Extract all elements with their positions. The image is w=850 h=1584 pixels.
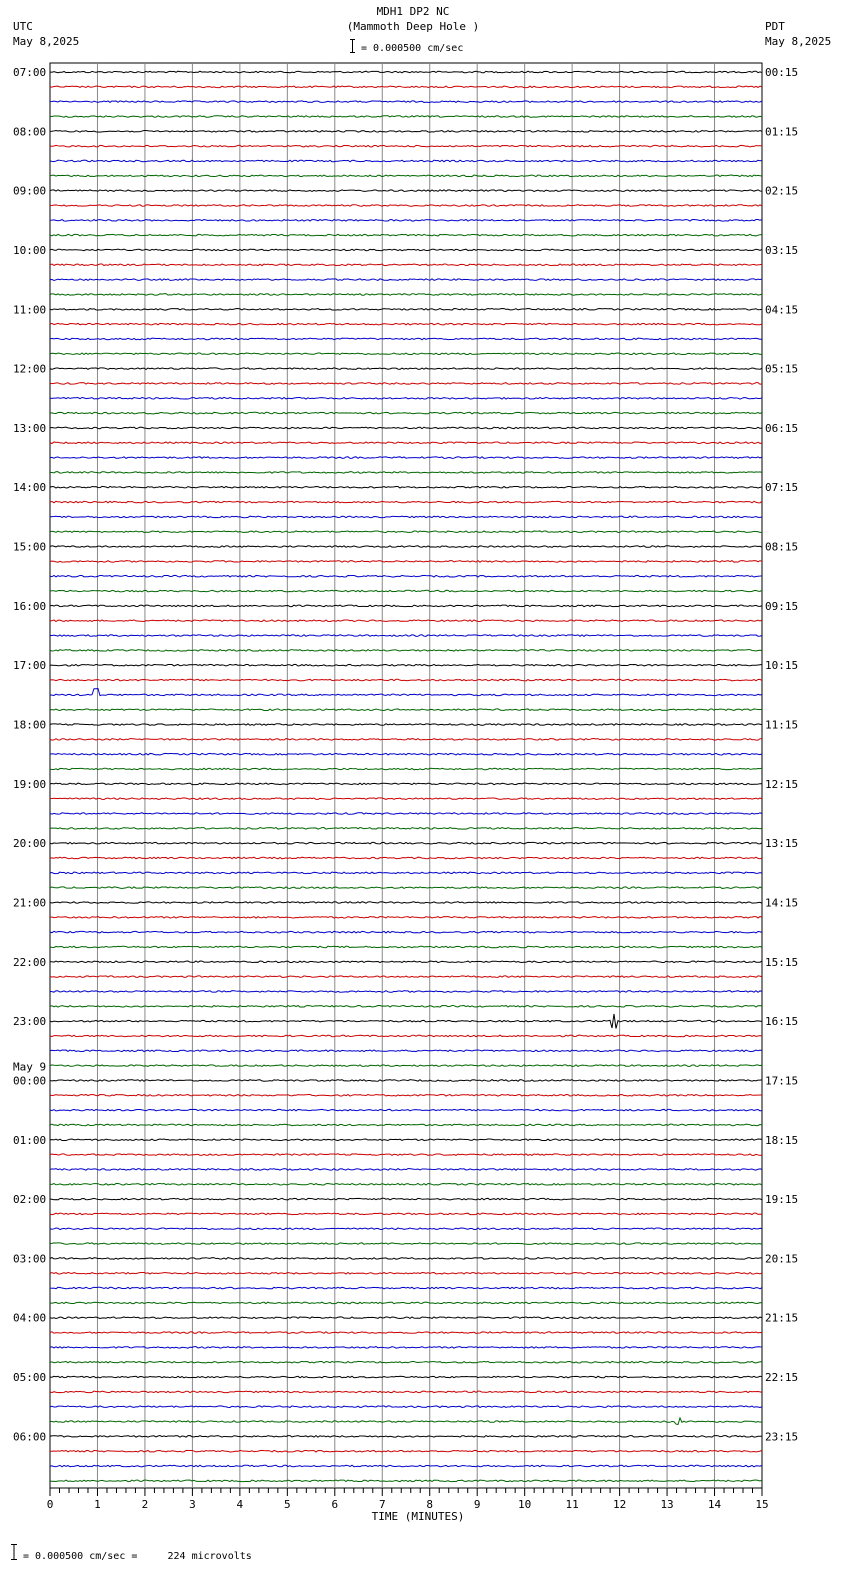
trace-line — [50, 872, 762, 874]
trace-line — [50, 902, 762, 904]
right-hour-label: 16:15 — [765, 1015, 799, 1029]
x-tick-label: 7 — [378, 1498, 386, 1511]
trace-line — [50, 1317, 762, 1319]
trace-line — [50, 1198, 762, 1200]
trace-line — [50, 1035, 762, 1037]
footer-scale-note: = 0.000500 cm/sec = 224 microvolts — [23, 1551, 252, 1562]
left-timezone: UTC — [13, 20, 33, 33]
x-tick-label: 8 — [426, 1498, 434, 1511]
right-hour-label: 02:15 — [765, 184, 799, 198]
trace-line — [50, 768, 762, 770]
x-tick-label: 3 — [189, 1498, 196, 1511]
trace-line — [50, 1332, 762, 1334]
left-hour-label: 16:00 — [13, 599, 47, 613]
x-tick-label: 12 — [612, 1498, 627, 1511]
trace-line — [50, 1480, 762, 1482]
trace-line — [50, 664, 762, 666]
station-title: MDH1 DP2 NC — [376, 5, 450, 18]
right-hour-label: 08:15 — [765, 540, 799, 554]
right-hour-label: 12:15 — [765, 777, 799, 791]
right-hour-label: 09:15 — [765, 599, 799, 613]
right-hour-label: 22:15 — [765, 1371, 799, 1385]
trace-line — [50, 1287, 762, 1289]
trace-line — [50, 353, 762, 355]
trace-line — [50, 457, 762, 459]
trace-line — [50, 1391, 762, 1393]
trace-line — [50, 724, 762, 726]
x-tick-label: 0 — [46, 1498, 54, 1511]
trace-line — [50, 739, 762, 741]
left-hour-label: 19:00 — [13, 777, 47, 791]
trace-line — [50, 220, 762, 222]
left-date: May 8,2025 — [13, 35, 80, 48]
left-hour-label: 03:00 — [13, 1252, 47, 1266]
trace-line — [50, 516, 762, 518]
trace-line — [50, 486, 762, 488]
trace-line — [50, 1376, 762, 1378]
trace-line — [50, 294, 762, 296]
trace-line — [50, 946, 762, 948]
trace-line — [50, 561, 762, 563]
right-hour-label: 23:15 — [765, 1430, 799, 1444]
trace-line — [50, 1109, 762, 1111]
right-hour-label: 07:15 — [765, 481, 799, 495]
left-hour-label: 11:00 — [13, 303, 47, 317]
trace-line — [50, 531, 762, 533]
trace-line — [50, 71, 762, 73]
left-hour-label: 14:00 — [13, 481, 47, 495]
x-tick-label: 9 — [473, 1498, 481, 1511]
trace-line — [50, 101, 762, 103]
right-hour-label: 00:15 — [765, 66, 799, 79]
trace-line — [50, 264, 762, 266]
trace-line — [50, 1183, 762, 1185]
trace-line — [50, 635, 762, 637]
x-tick-label: 15 — [755, 1498, 769, 1511]
trace-line — [50, 249, 762, 251]
left-hour-label: 06:00 — [13, 1430, 47, 1444]
left-hour-label: 04:00 — [13, 1311, 47, 1325]
trace-line — [50, 338, 762, 340]
x-tick-label: 1 — [94, 1498, 101, 1511]
x-tick-label: 10 — [518, 1498, 532, 1511]
trace-line — [50, 605, 762, 607]
left-hour-label: 07:00 — [13, 66, 47, 79]
trace-line — [50, 175, 762, 177]
left-hour-label: 08:00 — [13, 125, 47, 139]
trace-line — [50, 753, 762, 755]
right-hour-label: 18:15 — [765, 1133, 799, 1147]
trace-line — [50, 931, 762, 933]
trace-line — [50, 1450, 762, 1452]
left-hour-label: 12:00 — [13, 362, 47, 376]
trace-line — [50, 679, 762, 681]
left-hour-label: 10:00 — [13, 243, 47, 257]
right-date: May 8,2025 — [765, 35, 832, 48]
x-tick-label: 11 — [565, 1498, 579, 1511]
trace-line — [50, 279, 762, 281]
trace-line — [50, 842, 762, 844]
left-hour-label: 21:00 — [13, 896, 47, 910]
trace-line — [50, 590, 762, 592]
trace-line — [50, 472, 762, 474]
trace-line — [50, 917, 762, 919]
trace-line — [50, 397, 762, 399]
right-hour-label: 05:15 — [765, 362, 799, 376]
x-tick-label: 4 — [236, 1498, 244, 1511]
left-hour-label: 18:00 — [13, 718, 47, 732]
trace-line — [50, 308, 762, 310]
trace-line — [50, 798, 762, 800]
trace-line — [50, 1169, 762, 1171]
left-hour-label: 00:00 — [13, 1074, 47, 1088]
left-hour-label: 01:00 — [13, 1133, 47, 1147]
trace-line — [50, 1139, 762, 1141]
trace-line — [50, 828, 762, 830]
trace-line — [50, 1065, 762, 1067]
trace-line — [50, 961, 762, 963]
trace-line — [50, 86, 762, 88]
trace-line — [50, 234, 762, 236]
trace-line — [50, 1243, 762, 1245]
trace-line — [50, 368, 762, 370]
left-hour-label: 02:00 — [13, 1193, 47, 1207]
footer-scale-bar-icon — [11, 1544, 17, 1560]
trace-line — [50, 1406, 762, 1408]
left-hour-label: 13:00 — [13, 421, 47, 435]
trace-line — [50, 857, 762, 859]
trace-line — [50, 887, 762, 889]
trace-line — [50, 1418, 762, 1425]
trace-line — [50, 205, 762, 207]
trace-line — [50, 190, 762, 192]
right-hour-label: 04:15 — [765, 303, 799, 317]
trace-line — [50, 1228, 762, 1230]
trace-line — [50, 1258, 762, 1260]
trace-line — [50, 1124, 762, 1126]
right-hour-label: 11:15 — [765, 718, 799, 732]
left-hour-label: 22:00 — [13, 955, 47, 969]
right-timezone: PDT — [765, 20, 785, 33]
x-tick-label: 14 — [707, 1498, 722, 1511]
trace-line — [50, 160, 762, 162]
right-hour-label: 20:15 — [765, 1252, 799, 1266]
trace-line — [50, 650, 762, 652]
trace-line — [50, 546, 762, 548]
trace-line — [50, 1361, 762, 1363]
trace-line — [50, 501, 762, 503]
x-tick-label: 5 — [284, 1498, 291, 1511]
trace-line — [50, 976, 762, 978]
left-hour-label: 05:00 — [13, 1371, 47, 1385]
trace-line — [50, 1272, 762, 1274]
left-hour-label: 17:00 — [13, 659, 47, 673]
right-hour-label: 01:15 — [765, 125, 799, 139]
left-hour-label: 23:00 — [13, 1015, 47, 1029]
x-tick-label: 6 — [331, 1498, 339, 1511]
right-hour-label: 15:15 — [765, 955, 799, 969]
right-hour-label: 17:15 — [765, 1074, 799, 1088]
trace-line — [50, 620, 762, 622]
trace-line — [50, 709, 762, 711]
trace-line — [50, 1465, 762, 1467]
scale-label: = 0.000500 cm/sec — [361, 43, 464, 54]
trace-line — [50, 116, 762, 118]
trace-line — [50, 131, 762, 133]
right-hour-label: 14:15 — [765, 896, 799, 910]
trace-line — [50, 689, 762, 696]
trace-line — [50, 427, 762, 429]
right-hour-label: 03:15 — [765, 243, 799, 257]
trace-line — [50, 1436, 762, 1438]
trace-line — [50, 1014, 762, 1029]
trace-line — [50, 1094, 762, 1096]
plot-frame — [50, 63, 762, 1488]
right-hour-label: 06:15 — [765, 421, 799, 435]
left-hour-label: 09:00 — [13, 184, 47, 198]
right-hour-label: 19:15 — [765, 1193, 799, 1207]
trace-line — [50, 412, 762, 414]
x-tick-label: 13 — [660, 1498, 674, 1511]
x-axis-label: TIME (MINUTES) — [371, 1510, 465, 1523]
x-tick-label: 2 — [141, 1498, 149, 1511]
trace-line — [50, 383, 762, 385]
trace-line — [50, 1005, 762, 1007]
trace-line — [50, 991, 762, 993]
right-hour-label: 21:15 — [765, 1311, 799, 1325]
left-hour-label: 20:00 — [13, 837, 47, 851]
trace-line — [50, 1347, 762, 1349]
trace-line — [50, 813, 762, 815]
trace-line — [50, 1154, 762, 1156]
trace-line — [50, 1302, 762, 1304]
station-subtitle: (Mammoth Deep Hole ) — [346, 20, 480, 33]
day-change-label: May 9 — [13, 1060, 47, 1074]
trace-line — [50, 323, 762, 325]
left-hour-label: 15:00 — [13, 540, 47, 554]
right-hour-label: 10:15 — [765, 659, 799, 673]
trace-line — [50, 1213, 762, 1215]
trace-line — [50, 145, 762, 147]
trace-line — [50, 783, 762, 785]
trace-line — [50, 575, 762, 577]
right-hour-label: 13:15 — [765, 837, 799, 851]
trace-line — [50, 1080, 762, 1082]
trace-line — [50, 442, 762, 444]
trace-line — [50, 1050, 762, 1052]
